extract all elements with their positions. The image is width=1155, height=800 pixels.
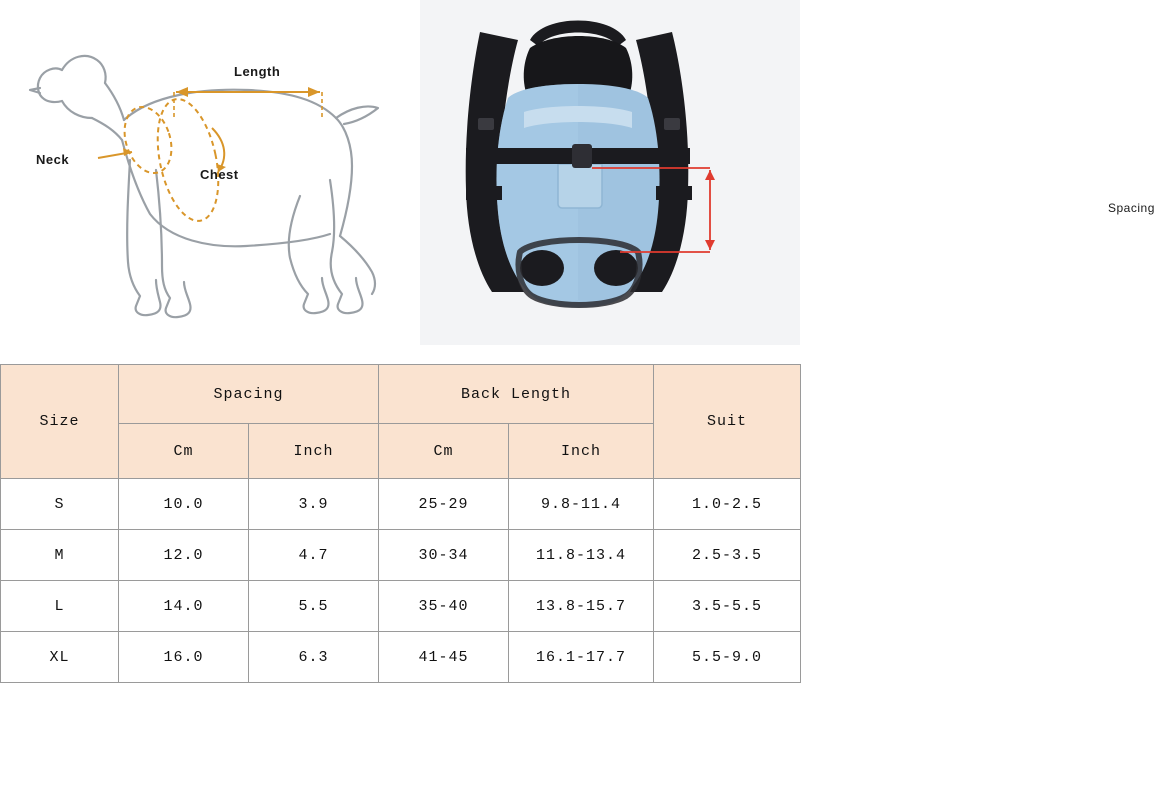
label-neck: Neck <box>36 152 70 167</box>
cell-back-inch: 9.8-11.4 <box>509 479 654 530</box>
table-row <box>1 581 801 632</box>
length-measure-arrow <box>174 87 322 120</box>
label-chest: Chest <box>200 167 239 182</box>
dog-carrier-illustration-icon <box>420 0 800 345</box>
header-suit-label: Suit <box>707 413 748 430</box>
header-spacing: Spacing <box>119 365 379 424</box>
cell-size: M <box>1 530 119 581</box>
cell-suit-kg: 3.5-5.5 <box>654 581 801 632</box>
cell-back-cm: 25-29 <box>379 479 509 530</box>
header-spacing-inch: Inch <box>249 424 379 479</box>
cell-spacing-inch: 4.7 <box>249 530 379 581</box>
cell-spacing-inch: 6.3 <box>249 632 379 683</box>
label-spacing-photo: Spacing <box>1108 201 1155 215</box>
size-chart-table <box>0 364 801 683</box>
cell-suit-kg: 2.5-3.5 <box>654 530 801 581</box>
neck-measure-ellipse <box>98 101 179 179</box>
table-row <box>1 632 801 683</box>
cell-back-inch: 11.8-13.4 <box>509 530 654 581</box>
header-back-length: Back Length <box>379 365 654 424</box>
cell-spacing-inch: 5.5 <box>249 581 379 632</box>
header-spacing-cm: Cm <box>119 424 249 479</box>
table-row <box>1 530 801 581</box>
product-photo <box>420 0 1155 345</box>
cell-size: L <box>1 581 119 632</box>
cell-suit-kg: 5.5-9.0 <box>654 632 801 683</box>
table-header <box>1 365 801 479</box>
cell-back-cm: 30-34 <box>379 530 509 581</box>
header-row-groups <box>1 365 801 424</box>
cell-back-inch: 13.8-15.7 <box>509 581 654 632</box>
cell-spacing-cm: 12.0 <box>119 530 249 581</box>
cell-spacing-cm: 10.0 <box>119 479 249 530</box>
table-row <box>1 479 801 530</box>
label-length: Length <box>234 64 281 79</box>
header-back-length-inch: Inch <box>509 424 654 479</box>
cell-size: S <box>1 479 119 530</box>
dog-measurement-diagram <box>0 0 420 345</box>
top-imagery-area <box>0 0 1155 350</box>
cell-back-inch: 16.1-17.7 <box>509 632 654 683</box>
cell-spacing-cm: 14.0 <box>119 581 249 632</box>
cell-spacing-cm: 16.0 <box>119 632 249 683</box>
cell-back-cm: 41-45 <box>379 632 509 683</box>
header-suit-group <box>654 365 801 479</box>
cell-spacing-inch: 3.9 <box>249 479 379 530</box>
cell-size: XL <box>1 632 119 683</box>
table-body <box>1 479 801 683</box>
cell-suit-kg: 1.0-2.5 <box>654 479 801 530</box>
header-size: Size <box>1 365 119 479</box>
cell-back-cm: 35-40 <box>379 581 509 632</box>
header-back-length-cm: Cm <box>379 424 509 479</box>
